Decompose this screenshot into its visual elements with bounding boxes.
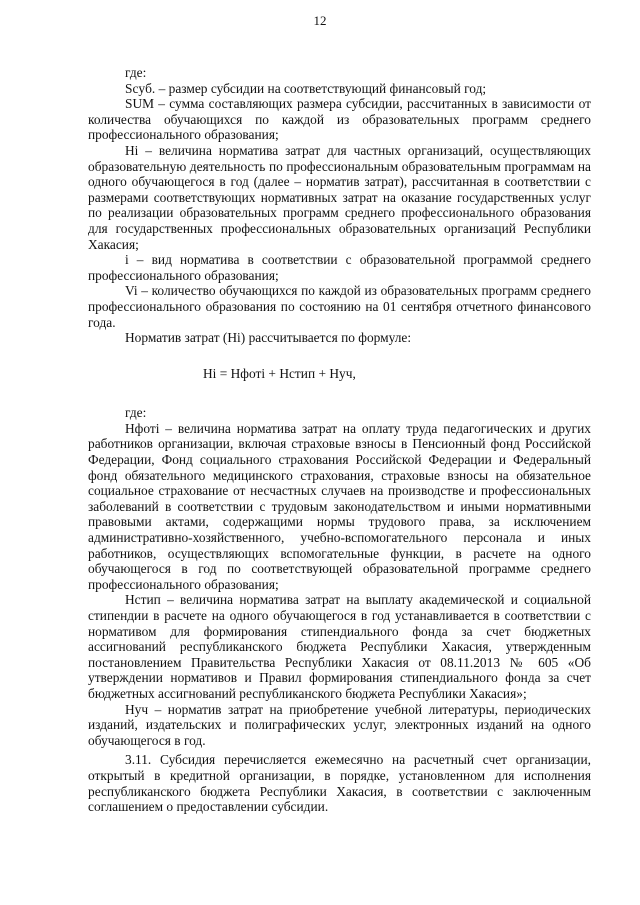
paragraph-vi: Vi – количество обучающихся по каждой из образовательных программ среднего профессионального образования по состоянию на 01 сентября отчетного финансового года. [88,283,591,330]
paragraph-where-2: где: [125,405,147,421]
paragraph-where-1: где: [125,65,147,80]
paragraph-nuch: Нуч – норматив затрат на приобретение учебной литературы, периодических изданий, издательских и полиграфических услуг, электронных изданий на одного обучающегося в год. [88,701,591,748]
page-number: 12 [313,13,327,28]
paragraph-nstip: Нстип – величина норматива затрат на выплату академической и социальной стипендии в расчете на одного обучающегося в год устанавливается в соответствии с нормативом для формирования стипендиального фонда за счет бюджетных ассигнований республиканского бюджета Республики Хакасия, утвержденным постановлением Правительства Республики Хакасия от 08.11.2013 № 605 «Об утверждении нормативов и Правил формирования стипендиального фонда за счет бюджетных ассигнований республиканского бюджета Республики Хакасия»; [88,592,591,701]
paragraph-sum: SUM – сумма составляющих размера субсидии, рассчитанных в зависимости от количества обучающихся по каждой из образовательных программ среднего профессионального образования; [88,96,591,143]
paragraph-i: i – вид норматива в соответствии с образовательной программой среднего профессионального образования; [88,252,591,283]
paragraph-nfot: Нфотi – величина норматива затрат на оплату труда педагогических и других работников организации, включая страховые взносы в Пенсионный фонд Российской Федерации, Фонд социального страхования Российской Федерации и Федеральный фонд обязательного медицинского страхования, страховые взносы на обязательное социальное страхование от несчастных случаев на производстве и профессиональных заболеваний в соответствии с трудовым законодательством и иными нормативными правовыми актами, содержащими нормы трудового права, за исключением административно-хозяйственного, учебно-вспомогательного персонала и иных работников, осуществляющих вспомогательные функции, в расчете на одного обучающегося в год по соответствующей образовательной программе среднего профессионального образования; [88,420,591,592]
paragraph-scyb: Scyб. – размер субсидии на соответствующий финансовый год; [125,80,487,96]
paragraph-3-11: 3.11. Субсидия перечисляется ежемесячно на расчетный счет организации, открытый в кредитной организации, в порядке, установленном для исполнения республиканского бюджета Республики Хакасия, в соответствии с заключенным соглашением о предоставлении субсидии. [88,752,591,815]
formula: Hi = Нфотi + Нстип + Нуч, [203,365,356,381]
paragraph-formula-intro: Норматив затрат (Hi) рассчитывается по формуле: [125,330,412,346]
paragraph-hi: Hi – величина норматива затрат для частных организаций, осуществляющих образовательную деятельность по профессиональным образовательным программам на одного обучающегося в год (далее – норматив затрат), рассчитанная в соответствии с размерами соответствующих нормативных затрат на оказание государственных услуг по реализации образовательных программ среднего профессионального образования для государственных профессиональных образовательных организаций Республики Хакасия; [88,142,591,252]
document-body [88,65,591,815]
